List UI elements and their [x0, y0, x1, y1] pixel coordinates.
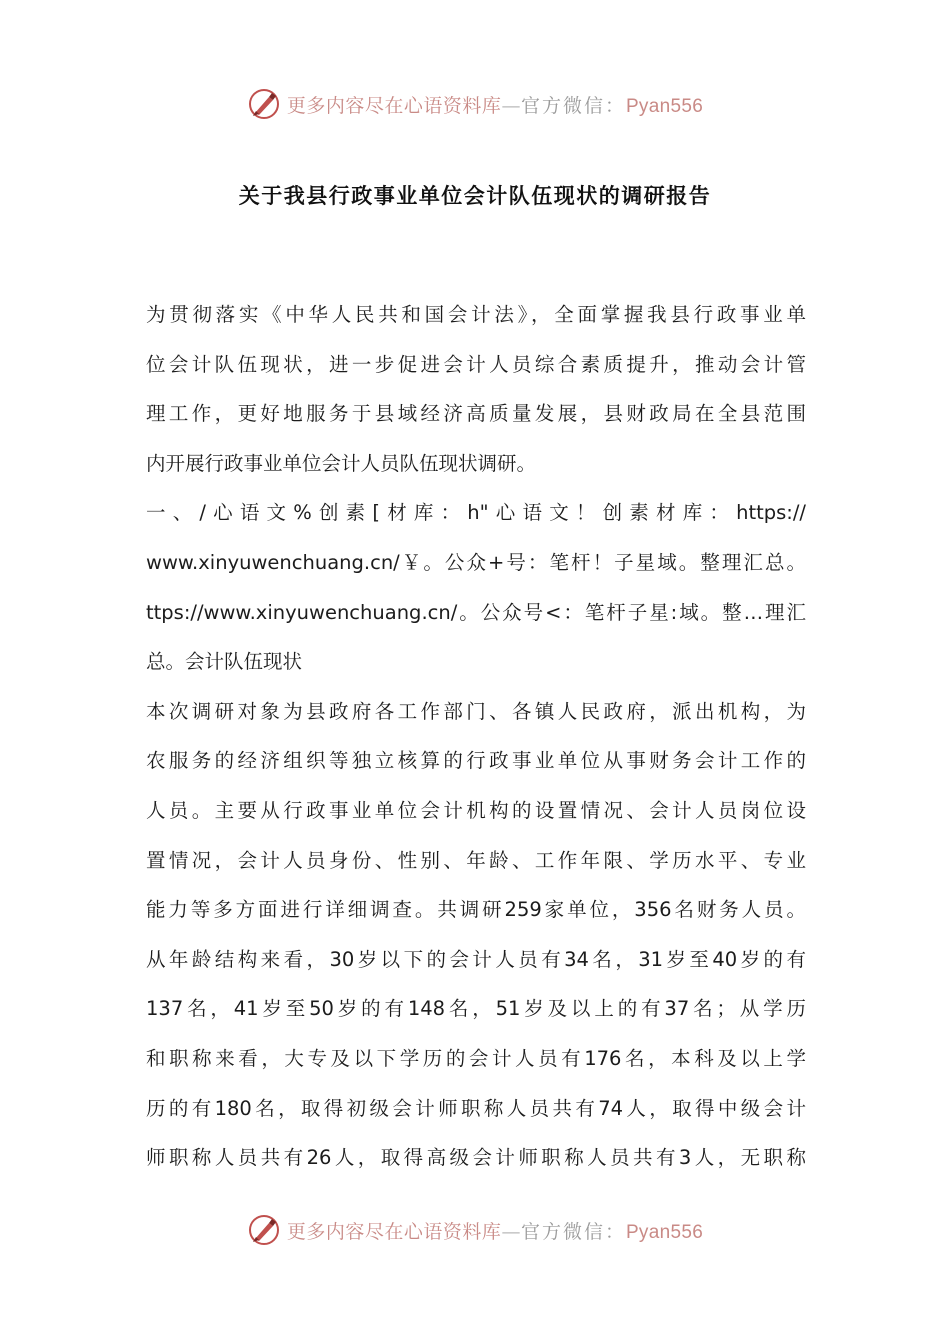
body-line: 师职称人员共有26人，取得高级会计师职称人员共有3人，无职称 [146, 1146, 806, 1170]
pen-logo-icon [247, 1213, 281, 1247]
header-banner [0, 84, 950, 124]
body-line: 本次调研对象为县政府各工作部门、各镇人民政府，派出机构，为 [146, 699, 806, 723]
body-line: www.xinyuwenchuang.cn/￥。公众+号：笔杆！子星域。整理汇总。 [146, 550, 806, 574]
header-banner-wechat-id: Pyan556 [625, 95, 704, 117]
header-banner-text [287, 91, 703, 118]
body-line: 内开展行政事业单位会计人员队伍现状调研。 [146, 451, 537, 475]
body-line: 理工作，更好地服务于县域经济高质量发展，县财政局在全县范围 [146, 402, 806, 426]
header-banner-dash: — [501, 94, 521, 117]
body-line: 位会计队伍现状，进一步促进会计人员综合素质提升，推动会计管 [146, 352, 806, 376]
body-line: 总。会计队伍现状 [146, 650, 303, 674]
footer-banner [0, 1210, 950, 1250]
pen-logo-icon [247, 87, 281, 121]
body-line: 从年龄结构来看，30岁以下的会计人员有34名，31岁至40岁的有 [146, 947, 806, 971]
body-line: 历的有180名，取得初级会计师职称人员共有74人，取得中级会计 [146, 1096, 806, 1120]
footer-banner-text [287, 1217, 703, 1244]
body-line: 和职称来看，大专及以下学历的会计人员有176名，本科及以上学 [146, 1046, 806, 1070]
header-banner-wechat-label: 官方微信： [520, 94, 626, 117]
footer-banner-main: 更多内容尽在心语资料库 [286, 1220, 502, 1243]
document-body [146, 290, 806, 1183]
body-line: 为贯彻落实《中华人民共和国会计法》，全面掌握我县行政事业单 [146, 303, 806, 326]
body-line: ttps://www.xinyuwenchuang.cn/。公众号<：笔杆子星:域。整…理汇 [146, 600, 806, 624]
body-line: 人员。主要从行政事业单位会计机构的设置情况、会计人员岗位设 [146, 798, 806, 822]
footer-banner-wechat-label: 官方微信： [520, 1220, 626, 1243]
body-line: 置情况，会计人员身份、性别、年龄、工作年限、学历水平、专业 [146, 848, 806, 872]
body-line: 能力等多方面进行详细调查。共调研259家单位，356名财务人员。 [146, 898, 806, 922]
body-line: 农服务的经济组织等独立核算的行政事业单位从事财务会计工作的 [146, 749, 806, 773]
header-banner-main: 更多内容尽在心语资料库 [286, 94, 502, 117]
footer-banner-wechat-id: Pyan556 [625, 1221, 704, 1243]
footer-banner-dash: — [501, 1220, 521, 1243]
body-line: 一、/心语文%创素[材库：h"心语文！创素材库：https:// [146, 501, 806, 525]
body-line: 137名，41岁至50岁的有148名，51岁及以上的有37名；从学历 [146, 997, 806, 1021]
document-title: 关于我县行政事业单位会计队伍现状的调研报告 [238, 183, 712, 208]
